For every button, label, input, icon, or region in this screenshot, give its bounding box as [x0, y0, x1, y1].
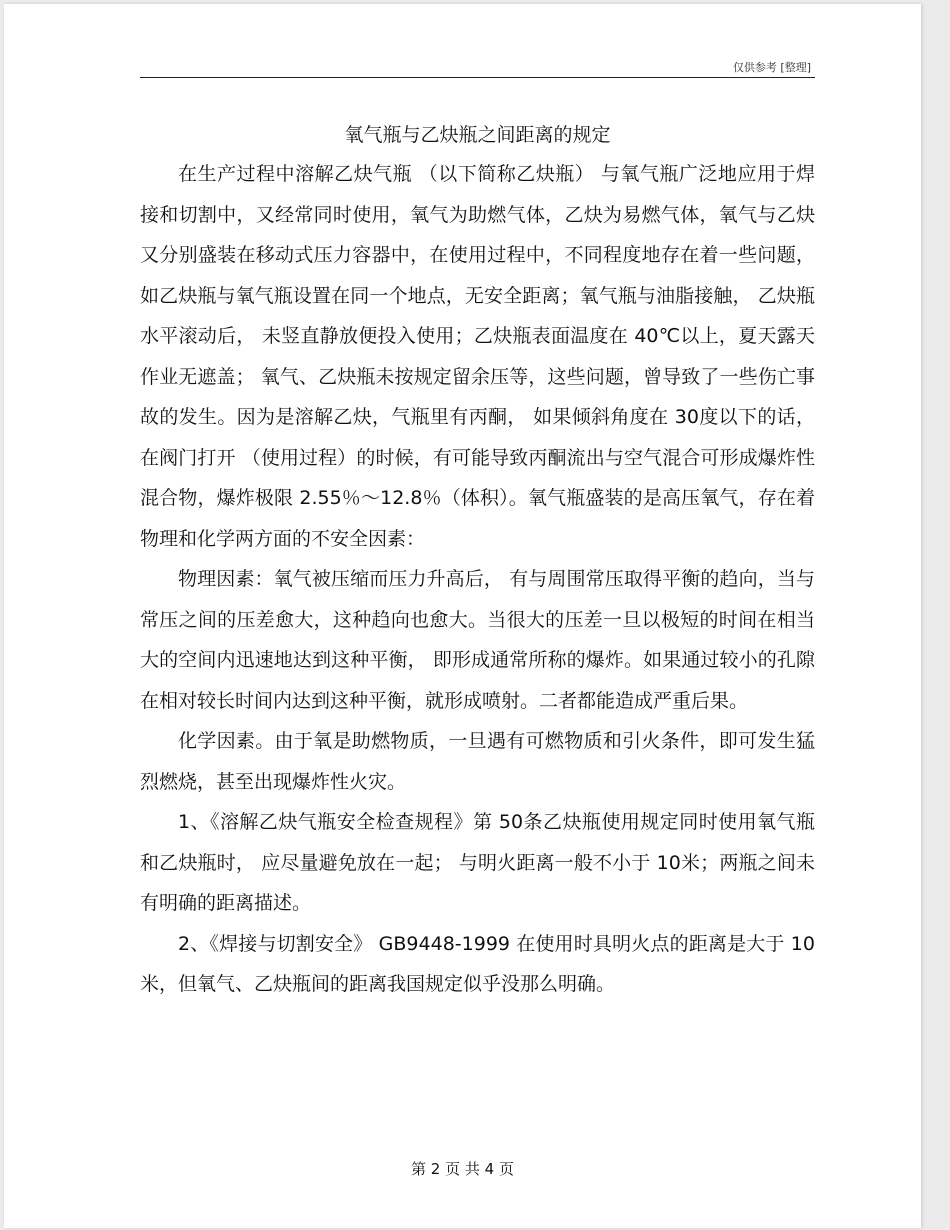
paragraph: 在生产过程中溶解乙炔气瓶 （以下简称乙炔瓶） 与氧气瓶广泛地应用于焊接和切割中，又经常同时使用，氧气为助燃气体，乙炔为易燃气体，氧气与乙炔又分别盛装在移动式压力容器中，在使用过程中，不同程度地存在着一些问题，如乙炔瓶与氧气瓶设置在同一个地点，无安全距离；氧气瓶与油脂接触， 乙炔瓶水平滚动后， 未竖直静放便投入使用；乙炔瓶表面温度在 40℃以上，夏天露天作业无遮盖； 氧气、乙炔瓶未按规定留余压等，这些问题，曾导致了一些伤亡事故的发生。因为是溶解乙炔，气瓶里有丙酮， 如果倾斜角度在 30度以下的话， 在阀门打开 （使用过程）的时候，有可能导致丙酮流出与空气混合可形成爆炸性混合物，爆炸极限 2.55％～12.8％（体积）。氧气瓶盛装的是高压氧气，存在着物理和化学两方面的不安全因素： [140, 163, 815, 550]
paragraph: 化学因素。由于氧是助燃物质，一旦遇有可燃物质和引火条件，即可发生猛烈燃烧，甚至出现爆炸性火灾。 [140, 730, 815, 793]
document-page [4, 4, 921, 1228]
document-body [140, 154, 815, 1005]
header-divider [140, 77, 815, 78]
paragraph: 2、《焊接与切割安全》 GB9448-1999 在使用时具明火点的距离是大于 10米，但氧气、乙炔瓶间的距离我国规定似乎没那么明确。 [140, 932, 815, 995]
paragraph: 1、《溶解乙炔气瓶安全检查规程》第 50条乙炔瓶使用规定同时使用氧气瓶和乙炔瓶时， 应尽量避免放在一起； 与明火距离一般不小于 10米；两瓶之间未有明确的距离描述。 [140, 811, 815, 914]
paragraph: 物理因素：氧气被压缩而压力升高后， 有与周围常压取得平衡的趋向，当与常压之间的压差愈大，这种趋向也愈大。当很大的压差一旦以极短的时间在相当大的空间内迅速地达到这种平衡， 即形成通常所称的爆炸。如果通过较小的孔隙在相对较长时间内达到这种平衡，就形成喷射。二者都能造成严重后果。 [140, 568, 815, 712]
header-note: 仅供参考 [整理] [732, 61, 811, 74]
document-title: 氧气瓶与乙炔瓶之间距离的规定 [344, 124, 611, 146]
page-number: 第 2 页 共 4 页 [411, 1160, 514, 1178]
